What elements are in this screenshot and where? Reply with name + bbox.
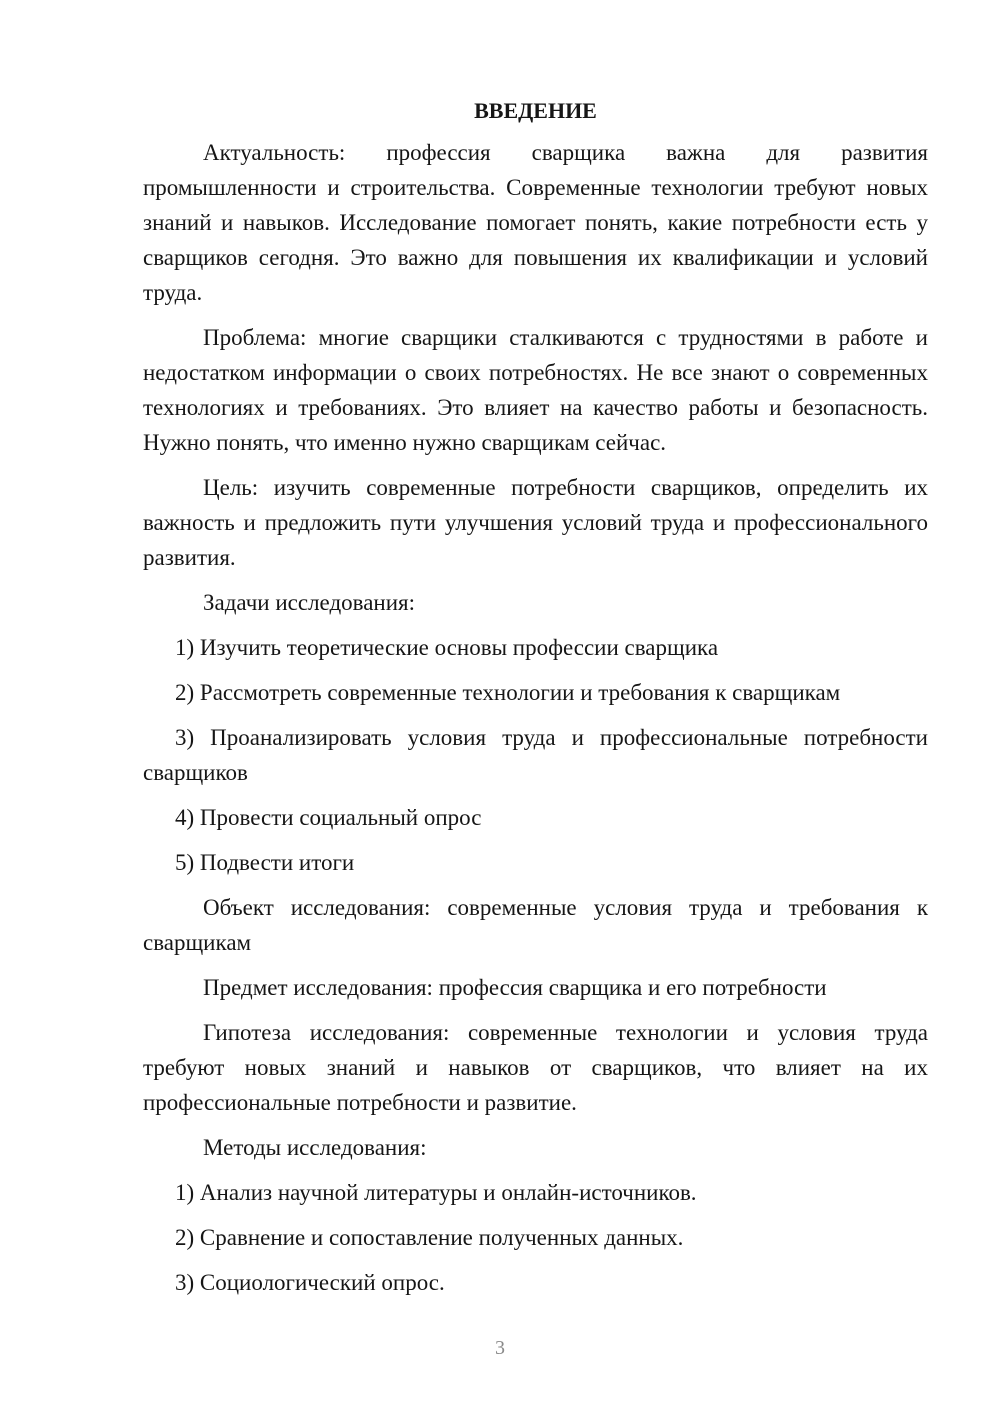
method-item-3: 3) Социологический опрос. bbox=[175, 1270, 445, 1295]
task-item-4: 4) Провести социальный опрос bbox=[175, 805, 482, 830]
task-item-1: 1) Изучить теоретические основы профессии сварщика bbox=[175, 635, 719, 660]
paragraph-problem: Проблема: многие сварщики сталкиваются с трудностями в работе и недостатком информации о своих потребностях. Не все знают о современных технологиях и требованиях. Это влияет на качество работы и безопасность. Нужно понять, что именно нужно сварщикам сейчас. bbox=[143, 325, 928, 455]
page-number: 3 bbox=[495, 1337, 505, 1359]
page-content bbox=[143, 94, 928, 1300]
method-item-2: 2) Сравнение и сопоставление полученных данных. bbox=[175, 1225, 684, 1250]
paragraph-relevance: Актуальность: профессия сварщика важна для развития промышленности и строительства. Современные технологии требуют новых знаний и навыков. Исследование помогает понять, какие потребности есть у сварщиков сегодня. Это важно для повышения их квалификации и условий труда. bbox=[143, 140, 928, 305]
paragraph-hypothesis: Гипотеза исследования: современные технологии и условия труда требуют новых знаний и навыков от сварщиков, что влияет на их профессиональные потребности и развитие. bbox=[143, 1020, 928, 1115]
task-item-2: 2) Рассмотреть современные технологии и требования к сварщикам bbox=[175, 680, 841, 705]
paragraph-object: Объект исследования: современные условия труда и требования к сварщикам bbox=[143, 895, 928, 955]
task-item-3: 3) Проанализировать условия труда и профессиональные потребности сварщиков bbox=[143, 725, 928, 785]
paragraph-subject: Предмет исследования: профессия сварщика и его потребности bbox=[203, 975, 827, 1000]
task-item-5: 5) Подвести итоги bbox=[175, 850, 355, 875]
paragraph-goal: Цель: изучить современные потребности сварщиков, определить их важность и предложить пути улучшения условий труда и профессионального развития. bbox=[143, 475, 928, 570]
methods-heading: Методы исследования: bbox=[203, 1135, 427, 1160]
method-item-1: 1) Анализ научной литературы и онлайн-источников. bbox=[175, 1180, 697, 1205]
page-title: ВВЕДЕНИЕ bbox=[474, 98, 597, 123]
tasks-heading: Задачи исследования: bbox=[203, 590, 416, 615]
